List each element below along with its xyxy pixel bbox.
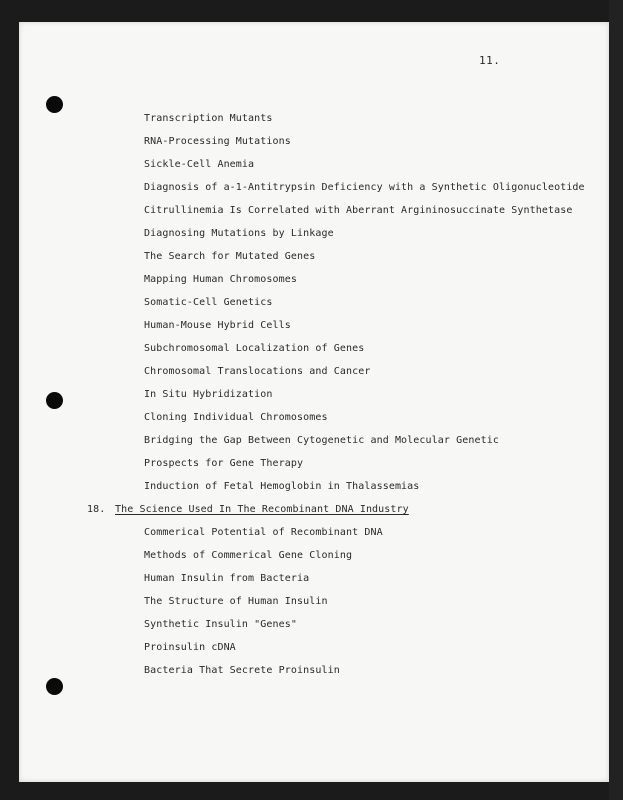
toc-item: Prospects for Gene Therapy <box>144 458 304 469</box>
paper-page <box>19 22 609 782</box>
chapter-number: 18. <box>87 504 106 515</box>
toc-item: Sickle-Cell Anemia <box>144 159 255 170</box>
toc-item: Bacteria That Secrete Proinsulin <box>144 665 340 676</box>
toc-item: Human Insulin from Bacteria <box>144 573 310 584</box>
table-of-contents <box>19 112 609 687</box>
scanner-edge <box>609 0 623 800</box>
chapter-title: The Science Used In The Recombinant DNA Industry <box>115 504 409 515</box>
toc-item: Diagnosing Mutations by Linkage <box>144 228 334 239</box>
toc-item: Synthetic Insulin "Genes" <box>144 619 298 630</box>
toc-item: Transcription Mutants <box>144 113 273 124</box>
toc-item: Induction of Fetal Hemoglobin in Thalassemias <box>144 481 420 492</box>
toc-item: Methods of Commerical Gene Cloning <box>144 550 353 561</box>
page-number: 11. <box>479 54 501 67</box>
toc-item: Diagnosis of a-1-Antitrypsin Deficiency with a Synthetic Oligonucleotide <box>144 182 585 193</box>
punch-hole-top <box>46 96 63 113</box>
toc-item: The Search for Mutated Genes <box>144 251 316 262</box>
toc-item: Proinsulin cDNA <box>144 642 236 653</box>
toc-item: Subchromosomal Localization of Genes <box>144 343 365 354</box>
toc-item: Chromosomal Translocations and Cancer <box>144 366 371 377</box>
toc-item: Commerical Potential of Recombinant DNA <box>144 527 383 538</box>
toc-item: RNA-Processing Mutations <box>144 136 291 147</box>
toc-item: Bridging the Gap Between Cytogenetic and Molecular Genetic <box>144 435 499 446</box>
toc-item: Mapping Human Chromosomes <box>144 274 298 285</box>
toc-item: In Situ Hybridization <box>144 389 273 400</box>
toc-item: Cloning Individual Chromosomes <box>144 412 328 423</box>
toc-item: The Structure of Human Insulin <box>144 596 328 607</box>
chapter-heading <box>19 503 609 526</box>
toc-item: Somatic-Cell Genetics <box>144 297 273 308</box>
toc-item: Citrullinemia Is Correlated with Aberrant Argininosuccinate Synthetase <box>144 205 573 216</box>
toc-item: Human-Mouse Hybrid Cells <box>144 320 291 331</box>
